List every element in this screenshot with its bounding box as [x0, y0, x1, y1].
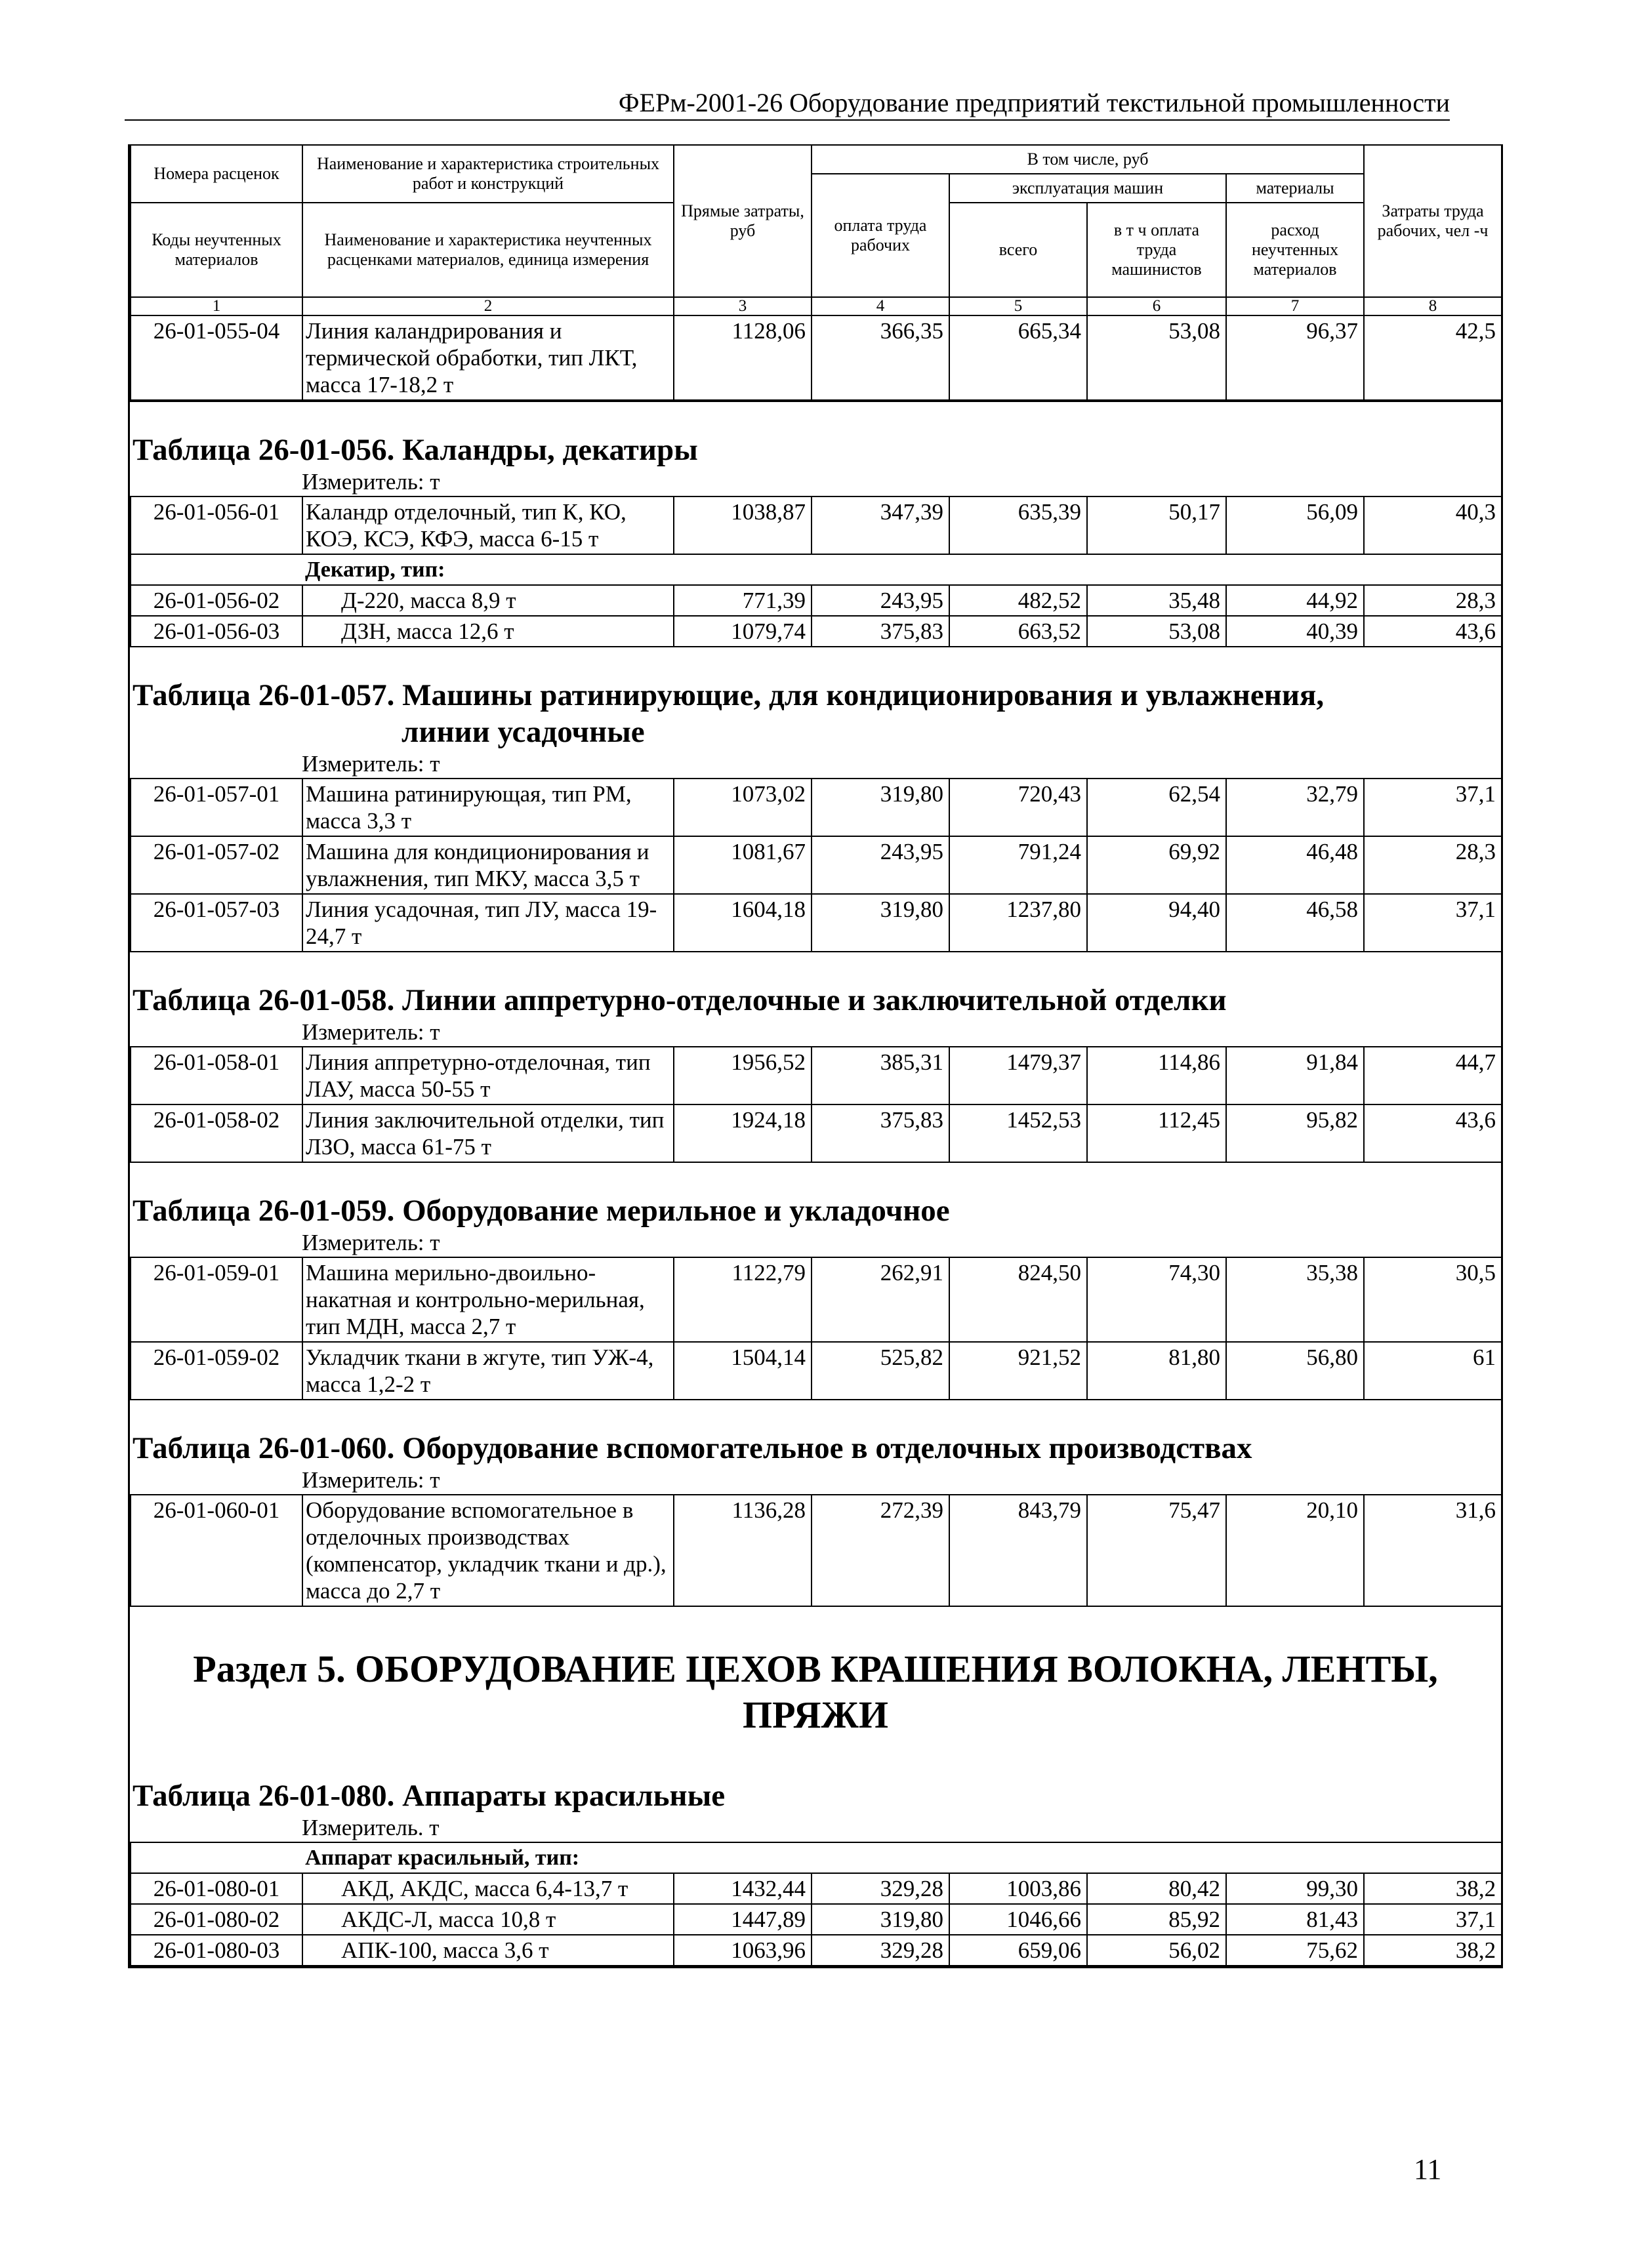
rate-name: АПК-100, масса 3,6 т	[302, 1935, 674, 1966]
direct-cost: 1038,87	[674, 496, 812, 554]
rates-table	[130, 144, 1502, 401]
operators-pay: 56,02	[1087, 1935, 1226, 1966]
materials-cost: 75,62	[1226, 1935, 1364, 1966]
rate-name: Укладчик ткани в жгуте, тип УЖ-4, масса 1,2-2 т	[302, 1342, 674, 1400]
table-row	[131, 1342, 1502, 1400]
header-col1-top: Номера расценок	[131, 145, 302, 203]
labor-cost: 61	[1364, 1342, 1502, 1400]
labor-cost: 28,3	[1364, 836, 1502, 894]
labor-pay: 385,31	[812, 1047, 949, 1104]
column-number: 6	[1087, 297, 1226, 315]
machines-total: 663,52	[949, 616, 1087, 647]
rates-table	[130, 778, 1502, 952]
operators-pay: 53,08	[1087, 616, 1226, 647]
labor-pay: 262,91	[812, 1257, 949, 1342]
header-col1-bottom: Коды неучтенных материалов	[131, 203, 302, 297]
labor-cost: 31,6	[1364, 1495, 1502, 1606]
header-machines-total: всего	[949, 203, 1087, 297]
rate-name: Линия заключительной отделки, тип ЛЗО, масса 61-75 т	[302, 1104, 674, 1162]
labor-pay: 243,95	[812, 585, 949, 616]
rate-code: 26-01-056-03	[131, 616, 302, 647]
section-title-line1: Раздел 5. ОБОРУДОВАНИЕ ЦЕХОВ КРАШЕНИЯ ВОЛОКНА, ЛЕНТЫ,	[193, 1648, 1438, 1690]
column-number: 1	[131, 297, 302, 315]
operators-pay: 69,92	[1087, 836, 1226, 894]
header-materials: материалы	[1226, 174, 1364, 203]
unit-label: Измеритель: т	[302, 751, 440, 777]
header-direct-costs: Прямые затраты, руб	[674, 145, 812, 297]
materials-cost: 56,80	[1226, 1342, 1364, 1400]
table-row	[131, 894, 1502, 952]
table-section-057	[130, 647, 1501, 952]
unit-label: Измеритель: т	[302, 469, 440, 495]
direct-cost: 1081,67	[674, 836, 812, 894]
machines-total: 665,34	[949, 315, 1087, 400]
labor-cost: 38,2	[1364, 1935, 1502, 1966]
table-row	[131, 315, 1502, 400]
rates-table	[130, 1842, 1502, 1966]
materials-cost: 96,37	[1226, 315, 1364, 400]
column-number: 8	[1364, 297, 1502, 315]
column-number: 5	[949, 297, 1087, 315]
direct-cost: 1956,52	[674, 1047, 812, 1104]
labor-cost: 38,2	[1364, 1873, 1502, 1904]
machines-total: 1479,37	[949, 1047, 1087, 1104]
operators-pay: 50,17	[1087, 496, 1226, 554]
materials-cost: 35,38	[1226, 1257, 1364, 1342]
rate-name: Д-220, масса 8,9 т	[302, 585, 674, 616]
machines-total: 843,79	[949, 1495, 1087, 1606]
rate-name: Линия каландрирования и термической обработки, тип ЛКТ, масса 17-18,2 т	[302, 315, 674, 400]
table-title: Таблица 26-01-058. Линии аппретурно-отделочные и заключительной отделки	[133, 983, 1227, 1017]
header-col2-top: Наименование и характеристика строительных работ и конструкций	[302, 145, 674, 203]
operators-pay: 53,08	[1087, 315, 1226, 400]
table-title-line2: линии усадочные	[401, 715, 645, 749]
rates-table	[130, 1046, 1502, 1163]
labor-pay: 329,28	[812, 1935, 949, 1966]
section-title-line2: ПРЯЖИ	[742, 1693, 888, 1736]
operators-pay: 62,54	[1087, 779, 1226, 836]
section-5	[130, 1607, 1501, 1966]
rate-name: Линия усадочная, тип ЛУ, масса 19-24,7 т	[302, 894, 674, 952]
rate-code: 26-01-060-01	[131, 1495, 302, 1606]
table-row	[131, 1904, 1502, 1935]
operators-pay: 112,45	[1087, 1104, 1226, 1162]
table-row	[131, 779, 1502, 836]
operators-pay: 35,48	[1087, 585, 1226, 616]
labor-cost: 43,6	[1364, 1104, 1502, 1162]
operators-pay: 81,80	[1087, 1342, 1226, 1400]
section-title	[130, 1646, 1501, 1738]
rate-name: Машина мерильно-двоильно-накатная и контрольно-мерильная, тип МДН, масса 2,7 т	[302, 1257, 674, 1342]
direct-cost: 1122,79	[674, 1257, 812, 1342]
table-title: Таблица 26-01-060. Оборудование вспомогательное в отделочных производствах	[133, 1431, 1252, 1465]
direct-cost: 1924,18	[674, 1104, 812, 1162]
machines-total: 659,06	[949, 1935, 1087, 1966]
direct-cost: 1079,74	[674, 616, 812, 647]
rate-code: 26-01-080-02	[131, 1904, 302, 1935]
rate-name: Каландр отделочный, тип К, КО, КОЭ, КСЭ, КФЭ, масса 6-15 т	[302, 496, 674, 554]
rate-code: 26-01-058-01	[131, 1047, 302, 1104]
unit-label: Измеритель: т	[302, 1230, 440, 1255]
direct-cost: 1504,14	[674, 1342, 812, 1400]
table-section-059	[130, 1163, 1501, 1400]
header-col2-bottom: Наименование и характеристика неучтенных расценками материалов, единица измерения	[302, 203, 674, 297]
rates-sheet	[128, 144, 1503, 1968]
rate-code: 26-01-056-01	[131, 496, 302, 554]
header-materials-consumption: расход неучтенных материалов	[1226, 203, 1364, 297]
header-labor-pay: оплата труда рабочих	[812, 174, 949, 297]
running-header: ФЕРм-2001-26 Оборудование предприятий текстильной промышленности	[125, 88, 1450, 121]
column-numbers-row	[131, 297, 1502, 315]
rate-name: Машина для кондиционирования и увлажнения, тип МКУ, масса 3,5 т	[302, 836, 674, 894]
materials-cost: 46,58	[1226, 894, 1364, 952]
rate-code: 26-01-058-02	[131, 1104, 302, 1162]
table-row	[131, 1935, 1502, 1966]
rate-code: 26-01-055-04	[131, 315, 302, 400]
subheading: Декатир, тип:	[302, 554, 1502, 585]
rate-code: 26-01-056-02	[131, 585, 302, 616]
header-group: В том числе, руб	[812, 145, 1364, 174]
materials-cost: 91,84	[1226, 1047, 1364, 1104]
materials-cost: 95,82	[1226, 1104, 1364, 1162]
machines-total: 720,43	[949, 779, 1087, 836]
machines-total: 1003,86	[949, 1873, 1087, 1904]
rate-code: 26-01-057-03	[131, 894, 302, 952]
materials-cost: 56,09	[1226, 496, 1364, 554]
labor-cost: 40,3	[1364, 496, 1502, 554]
page-number: 11	[1414, 2153, 1442, 2185]
table-title	[130, 677, 1501, 750]
labor-pay: 319,80	[812, 894, 949, 952]
column-number: 3	[674, 297, 812, 315]
rate-name: АКДС-Л, масса 10,8 т	[302, 1904, 674, 1935]
direct-cost: 1447,89	[674, 1904, 812, 1935]
labor-pay: 366,35	[812, 315, 949, 400]
table-row	[131, 1495, 1502, 1606]
rate-name: Машина ратинирующая, тип РМ, масса 3,3 т	[302, 779, 674, 836]
rate-code: 26-01-057-02	[131, 836, 302, 894]
operators-pay: 80,42	[1087, 1873, 1226, 1904]
machines-total: 1046,66	[949, 1904, 1087, 1935]
rate-name: Линия аппретурно-отделочная, тип ЛАУ, масса 50-55 т	[302, 1047, 674, 1104]
column-number: 2	[302, 297, 674, 315]
rate-code: 26-01-059-01	[131, 1257, 302, 1342]
materials-cost: 99,30	[1226, 1873, 1364, 1904]
operators-pay: 85,92	[1087, 1904, 1226, 1935]
operators-pay: 75,47	[1087, 1495, 1226, 1606]
unit-label: Измеритель. т	[302, 1815, 440, 1840]
table-title: Таблица 26-01-059. Оборудование мерильное и укладочное	[133, 1194, 950, 1228]
direct-cost: 1073,02	[674, 779, 812, 836]
rate-code: 26-01-057-01	[131, 779, 302, 836]
table-section-058	[130, 952, 1501, 1163]
machines-total: 921,52	[949, 1342, 1087, 1400]
machines-total: 791,24	[949, 836, 1087, 894]
labor-pay: 375,83	[812, 1104, 949, 1162]
header-machines-operators: в т ч оплата труда машинистов	[1087, 203, 1226, 297]
rates-table	[130, 1494, 1502, 1607]
table-section-056	[130, 401, 1501, 647]
table-row	[131, 1257, 1502, 1342]
rates-table	[130, 496, 1502, 647]
table-row	[131, 496, 1502, 554]
direct-cost: 1136,28	[674, 1495, 812, 1606]
labor-pay: 319,80	[812, 1904, 949, 1935]
rate-code: 26-01-080-03	[131, 1935, 302, 1966]
labor-cost: 37,1	[1364, 779, 1502, 836]
materials-cost: 40,39	[1226, 616, 1364, 647]
operators-pay: 74,30	[1087, 1257, 1226, 1342]
column-number: 4	[812, 297, 949, 315]
materials-cost: 20,10	[1226, 1495, 1364, 1606]
labor-cost: 37,1	[1364, 894, 1502, 952]
labor-pay: 243,95	[812, 836, 949, 894]
rate-name: АКД, АКДС, масса 6,4-13,7 т	[302, 1873, 674, 1904]
table-section-060	[130, 1400, 1501, 1607]
header-labor-cost: Затраты труда рабочих, чел -ч	[1364, 145, 1502, 297]
labor-pay: 329,28	[812, 1873, 949, 1904]
subheading-row	[131, 554, 1502, 585]
rate-code: 26-01-059-02	[131, 1342, 302, 1400]
labor-pay: 272,39	[812, 1495, 949, 1606]
machines-total: 1452,53	[949, 1104, 1087, 1162]
machines-total: 824,50	[949, 1257, 1087, 1342]
direct-cost: 771,39	[674, 585, 812, 616]
table-row	[131, 585, 1502, 616]
direct-cost: 1063,96	[674, 1935, 812, 1966]
table-title: Таблица 26-01-056. Каландры, декатиры	[133, 433, 698, 467]
materials-cost: 81,43	[1226, 1904, 1364, 1935]
table-row	[131, 616, 1502, 647]
subheading: Аппарат красильный, тип:	[302, 1842, 1502, 1873]
table-title-line1: Таблица 26-01-057. Машины ратинирующие, для кондиционирования и увлажнения,	[133, 678, 1325, 712]
rates-table	[130, 1257, 1502, 1400]
machines-total: 1237,80	[949, 894, 1087, 952]
header-machines: эксплуатация машин	[949, 174, 1226, 203]
table-row	[131, 1104, 1502, 1162]
labor-cost: 37,1	[1364, 1904, 1502, 1935]
machines-total: 635,39	[949, 496, 1087, 554]
rate-code: 26-01-080-01	[131, 1873, 302, 1904]
table-title: Таблица 26-01-080. Аппараты красильные	[133, 1779, 726, 1813]
operators-pay: 114,86	[1087, 1047, 1226, 1104]
materials-cost: 44,92	[1226, 585, 1364, 616]
rate-name: ДЗН, масса 12,6 т	[302, 616, 674, 647]
labor-cost: 28,3	[1364, 585, 1502, 616]
machines-total: 482,52	[949, 585, 1087, 616]
column-number: 7	[1226, 297, 1364, 315]
labor-cost: 44,7	[1364, 1047, 1502, 1104]
table-row	[131, 1047, 1502, 1104]
materials-cost: 46,48	[1226, 836, 1364, 894]
labor-cost: 30,5	[1364, 1257, 1502, 1342]
labor-pay: 525,82	[812, 1342, 949, 1400]
labor-cost: 43,6	[1364, 616, 1502, 647]
operators-pay: 94,40	[1087, 894, 1226, 952]
labor-pay: 347,39	[812, 496, 949, 554]
labor-pay: 375,83	[812, 616, 949, 647]
direct-cost: 1604,18	[674, 894, 812, 952]
materials-cost: 32,79	[1226, 779, 1364, 836]
subheading-row	[131, 1842, 1502, 1873]
direct-cost: 1128,06	[674, 315, 812, 400]
table-row	[131, 836, 1502, 894]
rate-name: Оборудование вспомогательное в отделочных производствах (компенсатор, укладчик ткани и др.), масса до 2,7 т	[302, 1495, 674, 1606]
unit-label: Измеритель: т	[302, 1467, 440, 1493]
direct-cost: 1432,44	[674, 1873, 812, 1904]
unit-label: Измеритель: т	[302, 1019, 440, 1045]
table-row	[131, 1873, 1502, 1904]
labor-pay: 319,80	[812, 779, 949, 836]
labor-cost: 42,5	[1364, 315, 1502, 400]
